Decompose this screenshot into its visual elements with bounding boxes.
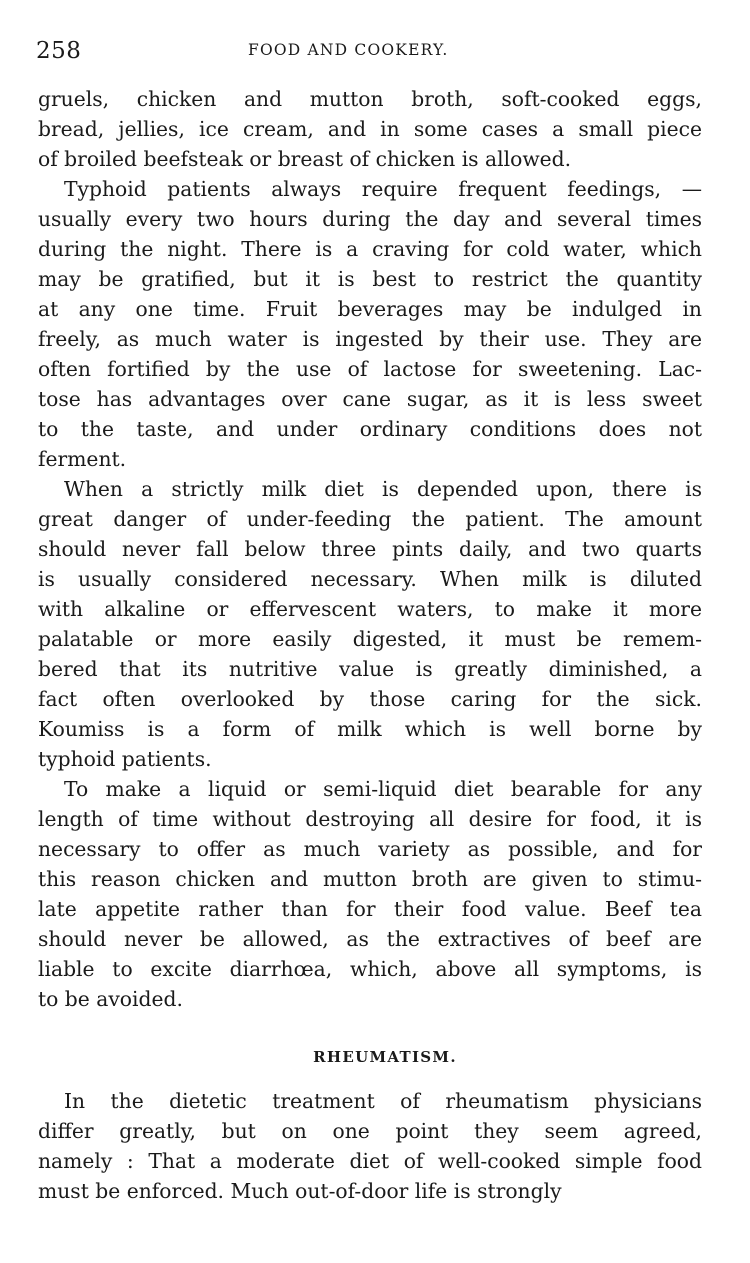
section-heading: RHEUMATISM. [313, 1048, 457, 1066]
text-line: Koumiss is a form of milk which is well borne by [38, 717, 702, 741]
paragraph [38, 84, 702, 174]
running-title: FOOD AND COOKERY. [248, 41, 449, 59]
text-line: ferment. [38, 447, 127, 471]
text-line: late appetite rather than for their food value. Beef tea [38, 897, 702, 921]
text-line: great danger of under-feeding the patient. The amount [38, 507, 702, 531]
page-header [36, 38, 696, 72]
text-line: with alkaline or effervescent waters, to make it more [38, 597, 702, 621]
text-line: bered that its nutritive value is greatly diminished, a [38, 657, 702, 681]
text-line: usually every two hours during the day and several times [38, 207, 702, 231]
text-line: necessary to offer as much variety as possible, and for [38, 837, 702, 861]
text-line: must be enforced. Much out-of-door life is strongly [38, 1179, 562, 1203]
text-line: of broiled beefsteak or breast of chicken is allowed. [38, 147, 572, 171]
paragraph [38, 1086, 702, 1206]
text-line: liable to excite diarrhœa, which, above all symptoms, is [38, 957, 702, 981]
text-line: should never fall below three pints daily, and two quarts [38, 537, 702, 561]
text-line: should never be allowed, as the extractives of beef are [38, 927, 702, 951]
text-line: fact often overlooked by those caring for the sick. [38, 687, 702, 711]
text-line: during the night. There is a craving for cold water, which [38, 237, 702, 261]
page-number: 258 [36, 38, 82, 64]
text-line: typhoid patients. [38, 747, 212, 771]
text-line: may be gratified, but it is best to restrict the quantity [38, 267, 702, 291]
text-line: length of time without destroying all desire for food, it is [38, 807, 702, 831]
text-line: tose has advantages over cane sugar, as it is less sweet [38, 387, 702, 411]
paragraph [38, 774, 702, 1014]
text-line: bread, jellies, ice cream, and in some cases a small piece [38, 117, 702, 141]
text-line: Typhoid patients always require frequent feedings, — [64, 177, 702, 201]
text-line: In the dietetic treatment of rheumatism physicians [64, 1089, 702, 1113]
text-line: palatable or more easily digested, it must be remem- [38, 627, 702, 651]
text-line: To make a liquid or semi-liquid diet bearable for any [64, 777, 702, 801]
text-line: is usually considered necessary. When milk is diluted [38, 567, 702, 591]
text-line: freely, as much water is ingested by their use. They are [38, 327, 702, 351]
text-line: at any one time. Fruit beverages may be indulged in [38, 297, 702, 321]
text-line: to be avoided. [38, 987, 183, 1011]
text-line: often fortified by the use of lactose for sweetening. Lac- [38, 357, 702, 381]
paragraph [38, 474, 702, 774]
text-line: gruels, chicken and mutton broth, soft-cooked eggs, [38, 87, 702, 111]
body-text [38, 84, 702, 1206]
text-line: namely : That a moderate diet of well-cooked simple food [38, 1149, 702, 1173]
text-line: differ greatly, but on one point they seem agreed, [38, 1119, 702, 1143]
text-line: this reason chicken and mutton broth are given to stimu- [38, 867, 702, 891]
text-line: to the taste, and under ordinary conditions does not [38, 417, 702, 441]
paragraph [38, 174, 702, 474]
text-line: When a strictly milk diet is depended upon, there is [64, 477, 702, 501]
